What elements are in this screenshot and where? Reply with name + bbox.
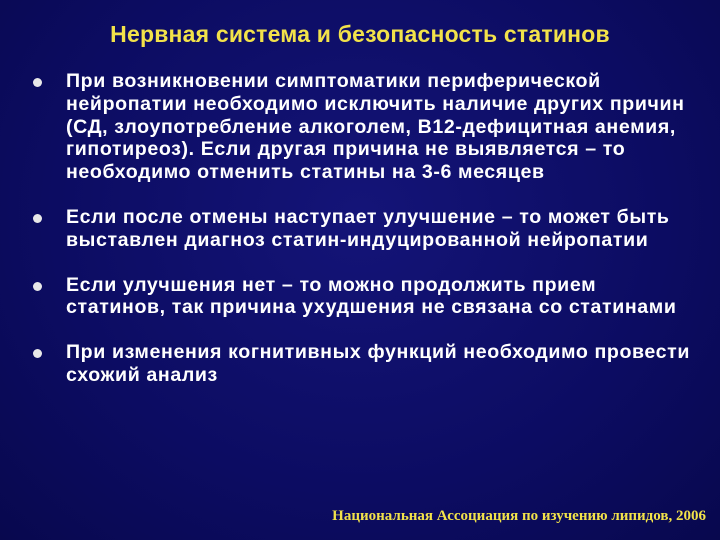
- slide-title: Нервная система и безопасность статинов: [110, 21, 610, 47]
- bullet-item: [30, 70, 696, 184]
- bullet-item: [30, 274, 696, 320]
- bullet-item: [30, 206, 696, 252]
- bullet-text: При изменения когнитивных функций необходимо провести схожий анализ: [66, 341, 690, 386]
- bullet-dot-icon: [33, 349, 42, 358]
- bullet-text: При возникновении симптоматики периферической нейропатии необходимо исключить наличие других причин (СД, злоупотребление алкоголем, B12-дефицитная анемия, гипотиреоз). Если другая причина не выявляется – то необходимо отменить статины на 3-6 месяцев: [66, 70, 685, 184]
- bullet-text: Если улучшения нет – то можно продолжить прием статинов, так причина ухудшения не связана со статинами: [66, 273, 677, 319]
- source-citation: Национальная Ассоциация по изучению липидов, 2006: [332, 508, 706, 524]
- bullet-text: Если после отмены наступает улучшение – то может быть выставлен диагноз статин-индуцированной нейропатии: [66, 205, 670, 251]
- bullet-dot-icon: [33, 282, 42, 291]
- bullet-list: [30, 70, 696, 409]
- bullet-dot-icon: [33, 78, 42, 87]
- bullet-dot-icon: [33, 214, 42, 223]
- bullet-item: [30, 341, 696, 387]
